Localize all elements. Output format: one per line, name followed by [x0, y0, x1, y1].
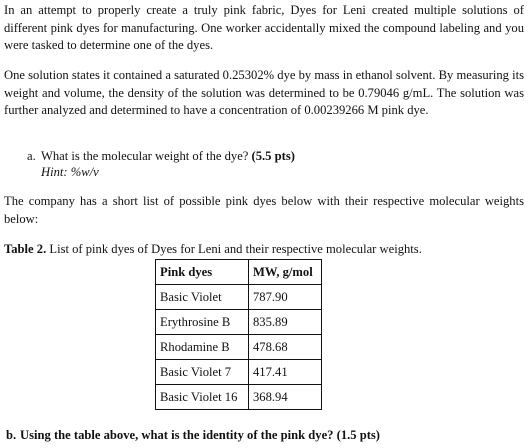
dye-name-cell: Erythrosine B: [156, 310, 249, 335]
table-caption: [4, 241, 422, 258]
dye-mw-cell: 835.89: [249, 310, 322, 335]
dye-table: [155, 259, 322, 410]
intro-paragraph: In an attempt to properly create a truly pink fabric, Dyes for Leni created multiple solutions of different pink dyes for manufacturing. One worker accidentally mixed the compound labeling and you were tasked to determine one of the dyes.: [4, 3, 524, 52]
table-caption-text: List of pink dyes of Dyes for Leni and their respective molecular weights.: [46, 242, 422, 256]
question-a: [27, 148, 295, 165]
header-mw: MW, g/mol: [249, 260, 322, 285]
table-row: [156, 335, 322, 360]
question-b: [4, 427, 380, 444]
question-a-text: What is the molecular weight of the dye?: [41, 149, 252, 163]
table-row: [156, 385, 322, 410]
question-a-letter: a.: [27, 149, 36, 163]
table-header-row: [156, 260, 322, 285]
dye-name-cell: Basic Violet: [156, 285, 249, 310]
question-b-points: (1.5 pts): [336, 428, 381, 442]
question-a-hint: Hint: %w/v: [41, 165, 99, 179]
table-row: [156, 285, 322, 310]
question-b-letter: b.: [6, 428, 17, 442]
dye-name-cell: Basic Violet 16: [156, 385, 249, 410]
header-pink-dyes: Pink dyes: [156, 260, 249, 285]
dye-name-cell: Rhodamine B: [156, 335, 249, 360]
question-a-points: (5.5 pts): [251, 149, 295, 163]
dye-mw-cell: 368.94: [249, 385, 322, 410]
table-caption-label: Table 2.: [4, 242, 47, 256]
table-row: [156, 360, 322, 385]
dye-mw-cell: 787.90: [249, 285, 322, 310]
table-row: [156, 310, 322, 335]
dye-mw-cell: 478.68: [249, 335, 322, 360]
solution-paragraph: One solution states it contained a saturated 0.25302% dye by mass in ethanol solvent. By measuring its weight and volume, the density of the solution was determined to be 0.79046 g/mL. The solution was further analyzed and determined to have a concentration of 0.00239266 M pink dye.: [4, 68, 524, 117]
dye-mw-cell: 417.41: [249, 360, 322, 385]
dye-name-cell: Basic Violet 7: [156, 360, 249, 385]
question-b-text: Using the table above, what is the identity of the pink dye?: [20, 428, 337, 442]
company-paragraph: The company has a short list of possible pink dyes below with their respective molecular weights below:: [4, 194, 524, 226]
